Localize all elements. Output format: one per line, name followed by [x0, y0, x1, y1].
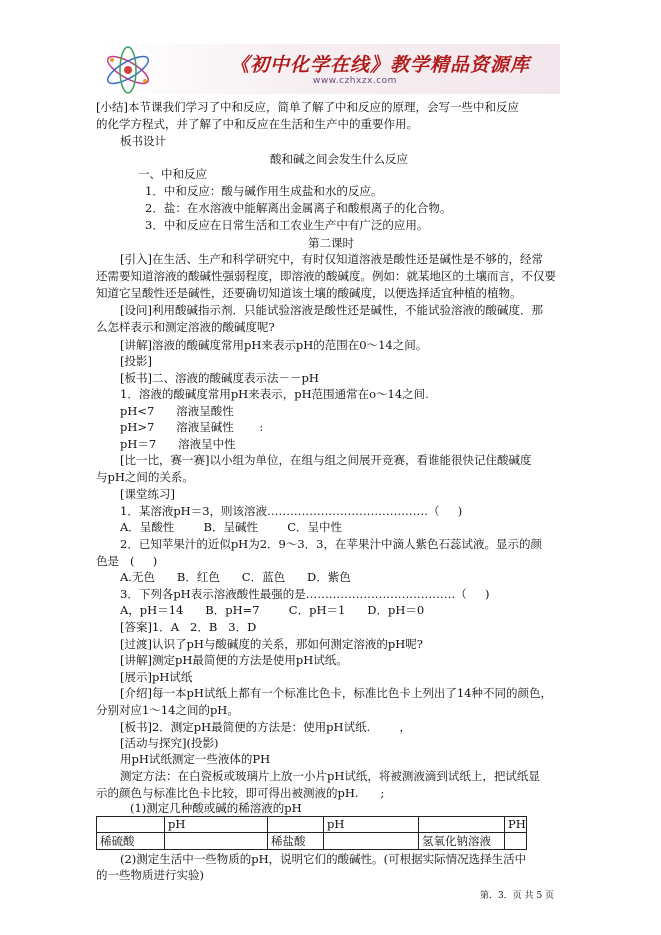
table-row	[97, 817, 527, 833]
table-cell	[505, 833, 527, 850]
table-cell: pH	[165, 817, 268, 833]
text-line: 2．盐：在水溶液中能解离出金属离子和酸根离子的化合物。	[145, 201, 452, 215]
text-line: [板书]2．测定pH最简便的方法是：使用pH试纸. ，	[120, 720, 411, 734]
text-line: 3．下列各pH表示溶液酸性最强的是…………………………………（ )	[120, 587, 490, 601]
text-line: A.无色 B．红色 C．蓝色 D．紫色	[120, 570, 351, 584]
table-cell: pH	[324, 817, 419, 833]
table-cell	[97, 817, 165, 833]
table-cell	[324, 833, 419, 850]
text-line: [介绍]每一本pH试纸上都有一个标准比色卡，标准比色卡上列出了14种不同的颜色，	[120, 686, 552, 700]
text-line: [课堂练习]	[120, 487, 175, 501]
text-line: 3．中和反应在日常生活和工农业生产中有广泛的应用。	[145, 218, 429, 232]
banner-title: 《初中化学在线》教学精品资源库	[230, 54, 531, 76]
text-line: A，pH＝14 B．pH=7 C．pH＝1 D．pH＝0	[120, 603, 425, 617]
text-line: [讲解]溶液的酸碱度常用pH来表示pH的范围在0～14之间。	[120, 338, 428, 352]
text-line: pH＝7 溶液呈中性	[120, 437, 236, 451]
table-cell: 稀硫酸	[97, 833, 165, 850]
text-line: 1．某溶液pH＝3，则该溶液……………………………………（ )	[120, 504, 463, 518]
text-line: 1．溶液的酸碱度常用pH来表示，pH范围通常在o～14之间.	[120, 387, 429, 401]
section-title: 酸和碱之间会发生什么反应	[270, 152, 408, 166]
table-cell	[165, 833, 268, 850]
page-footer: 第．3．页 共 5 页	[480, 891, 555, 901]
text-line: [小结]本节课我们学习了中和反应，简单了解了中和反应的原理，会写一些中和反应	[96, 100, 519, 114]
banner-url: www.czhxzx.com	[313, 76, 397, 86]
text-line: [展示]pH试纸	[120, 670, 193, 684]
text-line: 测定方法：在白瓷板或玻璃片上放一小片pH试纸，将被测液滴到试纸上，把试纸显	[120, 769, 540, 783]
text-line: 的一些物质进行实验)	[96, 868, 204, 882]
text-line: 么怎样表示和测定溶液的酸碱度呢?	[96, 320, 275, 334]
text-line: pH>7 溶液呈碱性 :	[120, 420, 264, 434]
text-line: 还需要知道溶液的酸碱性强弱程度，即溶液的酸碱度。例如：就某地区的土壤而言，不仅要	[96, 269, 556, 283]
text-line: [过渡]认识了pH与酸碱度的关系，那如何测定溶液的pH呢?	[120, 637, 423, 651]
text-line: [引入]在生活、生产和科学研究中，有时仅知道溶液是酸性还是碱性是不够的，经常	[120, 252, 543, 266]
text-line: 色是 ( )	[96, 554, 158, 568]
table-row	[97, 833, 527, 850]
table-cell	[268, 817, 324, 833]
text-line: 2．已知苹果汁的近似pH为2．9～3．3，在苹果汁中滴人紫色石蕊试液。显示的颜	[120, 537, 542, 551]
table-cell: 稀盐酸	[268, 833, 324, 850]
text-line: 的化学方程式，并了解了中和反应在生活和生产中的重要作用。	[96, 117, 418, 131]
text-line: [设问]利用酸碱指示剂．只能试验溶液是酸性还是碱性，不能试验溶液的酸碱度．那	[120, 303, 543, 317]
text-line: (2)测定生活中一些物质的pH，说明它们的酸碱性。(可根据实际情况选择生活中	[120, 852, 527, 866]
ph-table	[96, 816, 527, 850]
text-line: 1．中和反应：酸与碱作用生成盐和水的反应。	[145, 184, 383, 198]
text-line: [比一比，赛一赛]以小组为单位，在组与组之间展开竞赛，看谁能很快记住酸碱度	[120, 453, 532, 467]
text-line: 一、中和反应	[138, 167, 207, 181]
text-line: 板书设计	[120, 134, 166, 148]
text-line: A．呈酸性 B．呈碱性 C．呈中性	[120, 520, 343, 534]
text-line: 用pH试纸测定一些液体的PH	[120, 752, 271, 766]
text-line: [投影]	[120, 354, 152, 368]
text-line: [活动与探究](投影)	[120, 736, 219, 750]
text-line: [答案]1．A 2．B 3．D	[120, 620, 257, 634]
text-line: [讲解]测定pH最简便的方法是使用pH试纸。	[120, 653, 348, 667]
text-line: pH<7 溶液呈酸性	[120, 404, 234, 418]
text-line: 与pH之间的关系。	[96, 470, 194, 484]
table-cell: 氢氧化钠溶液	[419, 833, 505, 850]
text-line: [板书]二、溶液的酸碱度表示法－－pH	[120, 371, 319, 385]
text-line: 分别对应1～14之间的pH。	[96, 703, 239, 717]
text-line: 示的颜色与标准比色卡比较，即可得出被测液的pH. ;	[96, 786, 385, 800]
text-line: 知道它呈酸性还是碱性，还要确切知道该土壤的酸碱度，以便选择适宜种植的植物。	[96, 286, 522, 300]
table-caption: (1)测定几种酸或碱的稀溶液的pH	[130, 801, 302, 815]
atom-logo-icon	[102, 46, 154, 94]
section-title: 第二课时	[308, 236, 354, 250]
table-cell: PH	[505, 817, 527, 833]
table-cell	[419, 817, 505, 833]
